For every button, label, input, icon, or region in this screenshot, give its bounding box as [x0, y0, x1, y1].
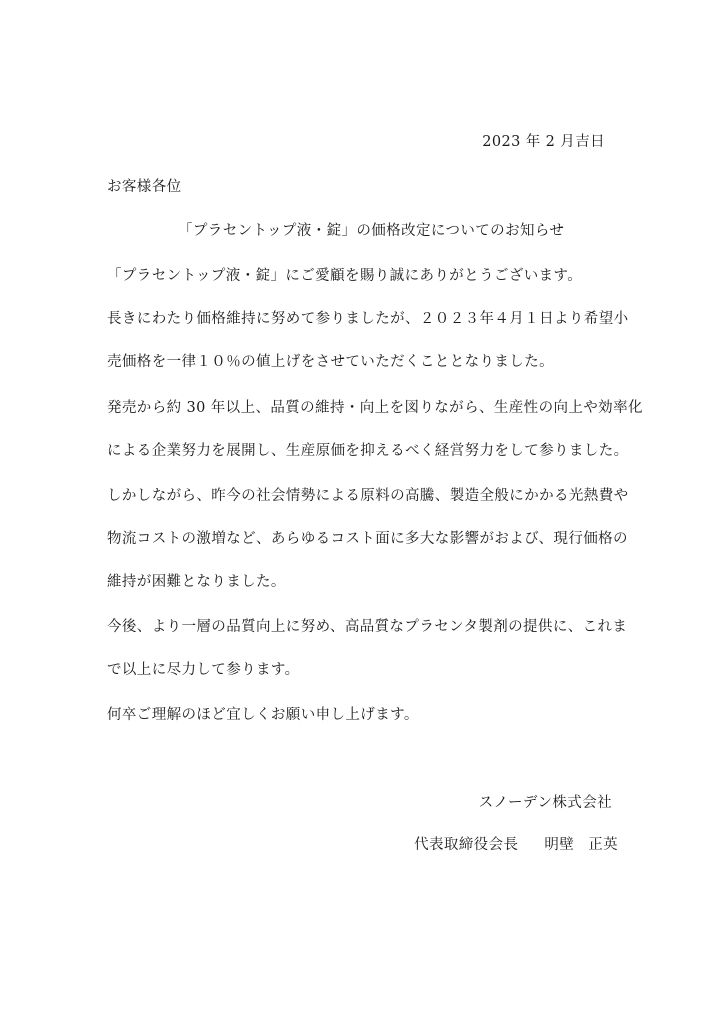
body-line: 何卒ご理解のほど宜しくお願い申し上げます。 — [107, 707, 419, 723]
body-line: しかしながら、昨今の社会情勢による原料の高騰、製造全般にかかる光熱費や — [107, 488, 629, 504]
addressee: お客様各位 — [107, 179, 182, 195]
body-line: 「プラセントップ液・錠」にご愛顧を賜り誠にありがとうございます。 — [107, 268, 583, 284]
body-line: 維持が困難となりました。 — [107, 574, 286, 590]
signer-surname: 明壁 — [544, 837, 575, 853]
body-line: 長きにわたり価格維持に努めて参りましたが、２０２３年４月１日より希望小 — [107, 311, 629, 327]
signer — [414, 835, 618, 855]
company-name: スノーデン株式会社 — [478, 795, 612, 811]
body-line: 物流コストの激増など、あらゆるコスト面に多大な影響がおよび、現行価格の — [107, 531, 628, 547]
body-line: 発売から約 30 年以上、品質の維持・向上を図りながら、生産性の向上や効率化 — [107, 400, 643, 416]
signer-position: 代表取締役会長 — [414, 837, 519, 853]
signer-given-name: 正英 — [588, 837, 618, 853]
body-line: 売価格を一律１０％の値上げをさせていただくこととなりました。 — [107, 354, 554, 370]
body-line: で以上に尽力して参ります。 — [107, 662, 300, 678]
body-line: 今後、より一層の品質向上に努め、高品質なプラセンタ製剤の提供に、これま — [107, 619, 628, 635]
body-line: による企業努力を展開し、生産原価を抑えるべく経営努力をして参りました。 — [107, 443, 629, 459]
notice-title: 「プラセントップ液・錠」の価格改定についてのお知らせ — [178, 223, 565, 239]
letter-date: 2023 年 2 月吉日 — [482, 134, 605, 150]
